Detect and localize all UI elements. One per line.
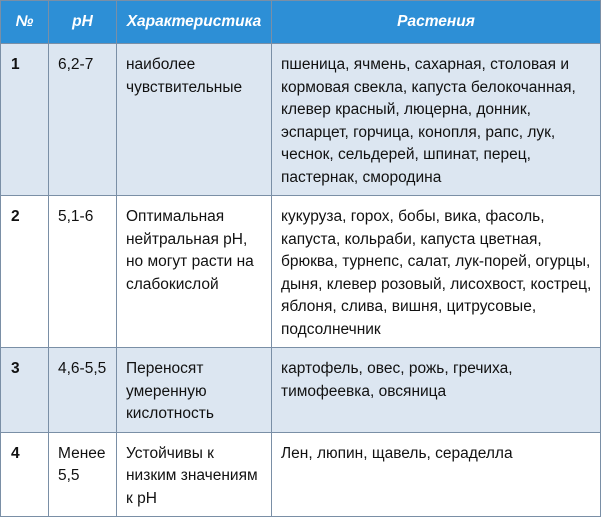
table-row — [1, 196, 601, 348]
row-characteristic: Переносят умеренную кислотность — [117, 348, 272, 433]
row-ph: 5,1-6 — [49, 196, 117, 348]
row-characteristic: наиболее чувствительные — [117, 44, 272, 196]
header-row — [1, 1, 601, 44]
table-header — [1, 1, 601, 44]
table-row — [1, 44, 601, 196]
table-row — [1, 348, 601, 433]
row-plants: кукуруза, горох, бобы, вика, фасоль, капуста, кольраби, капуста цветная, брюква, турнепс, салат, лук-порей, огурцы, дыня, клевер розовый, лисохвост, кострец, яблоня, слива, вишня, цитрусовые, подсолнечник — [272, 196, 601, 348]
row-ph: Менее 5,5 — [49, 432, 117, 517]
table-row — [1, 432, 601, 517]
row-ph: 4,6-5,5 — [49, 348, 117, 433]
row-number: 4 — [1, 432, 49, 517]
row-ph: 6,2-7 — [49, 44, 117, 196]
row-plants: картофель, овес, рожь, гречиха, тимофеевка, овсяница — [272, 348, 601, 433]
row-plants: Лен, люпин, щавель, сераделла — [272, 432, 601, 517]
row-number: 2 — [1, 196, 49, 348]
header-characteristic: Характеристика — [117, 1, 272, 44]
table-body — [1, 44, 601, 517]
header-ph: pH — [49, 1, 117, 44]
row-characteristic: Устойчивы к низким значениям к рН — [117, 432, 272, 517]
row-characteristic: Оптимальная нейтральная рН, но могут расти на слабокислой — [117, 196, 272, 348]
row-number: 1 — [1, 44, 49, 196]
header-number: № — [1, 1, 49, 44]
row-number: 3 — [1, 348, 49, 433]
row-plants: пшеница, ячмень, сахарная, столовая и кормовая свекла, капуста белокочанная, клевер красный, люцерна, донник, эспарцет, горчица, конопля, рапс, лук, чеснок, сельдерей, шпинат, перец, пастернак, смородина — [272, 44, 601, 196]
header-plants: Растения — [272, 1, 601, 44]
